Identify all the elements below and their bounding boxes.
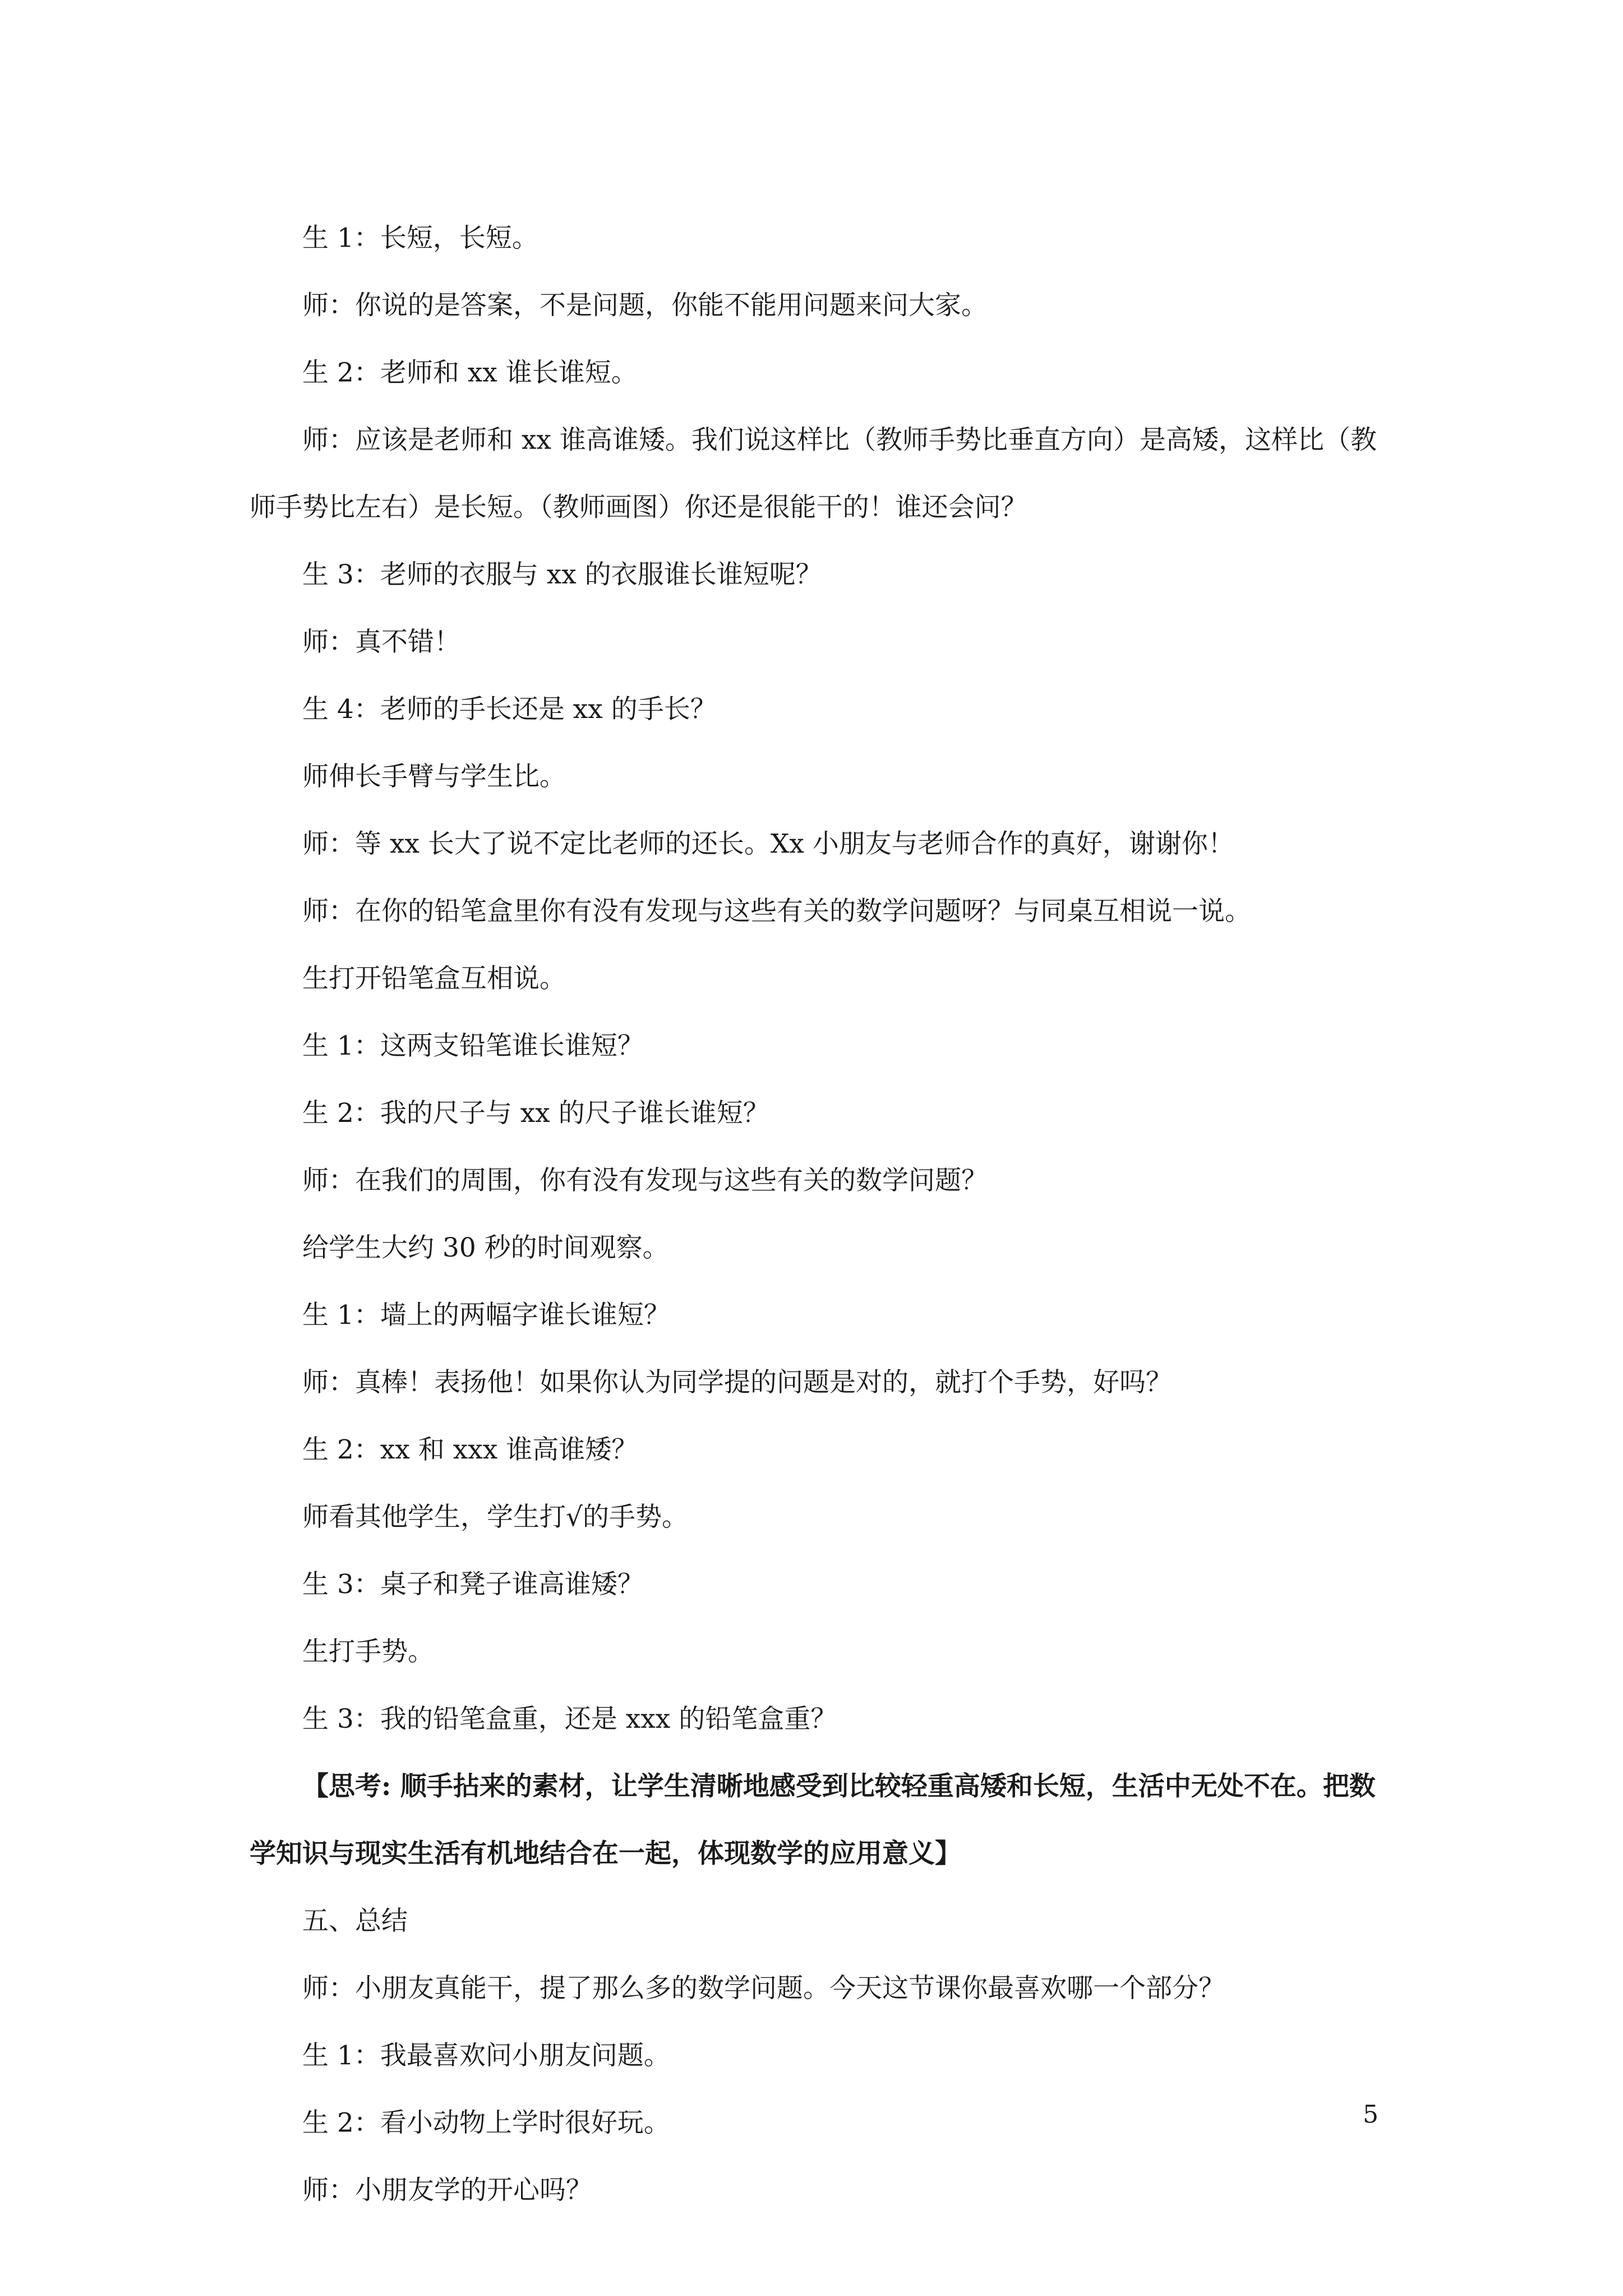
paragraph: 生 3：我的铅笔盒重，还是 xxx 的铅笔盒重？ [302, 1704, 837, 1734]
paragraph: 师：小朋友真能干，提了那么多的数学问题。今天这节课你最喜欢哪一个部分？ [302, 1973, 1225, 2004]
paragraph: 师：小朋友学的开心吗？ [302, 2175, 592, 2206]
paragraph: 给学生大约 30 秒的时间观察。 [302, 1232, 669, 1263]
paragraph: 生 1：墙上的两幅字谁长谁短？ [302, 1300, 670, 1331]
paragraph: 生 2：看小动物上学时很好玩。 [302, 2108, 670, 2138]
paragraph: 生 1：长短，长短。 [302, 223, 538, 254]
paragraph: 生 2：xx 和 xxx 谁高谁矮？ [302, 1434, 638, 1465]
paragraph: 师：你说的是答案，不是问题，你能不能用问题来问大家。 [302, 290, 988, 321]
paragraph: 生 1：这两支铅笔谁长谁短？ [302, 1030, 644, 1061]
paragraph: 生 3：老师的衣服与 xx 的衣服谁长谁短呢？ [302, 559, 822, 590]
paragraph: 生 3：桌子和凳子谁高谁矮？ [302, 1569, 644, 1600]
paragraph: 师：等 xx 长大了说不定比老师的还长。Xx 小朋友与老师合作的真好，谢谢你！ [302, 829, 1234, 859]
reflection-note: 【思考: 顺手拈来的素材，让学生清晰地感受到比较轻重高矮和长短，生活中无处不在。把数学知识与现实生活有机地结合在一起，体现数学的应用意义】 [250, 1771, 1376, 1869]
document-body [250, 205, 1382, 2224]
paragraph: 师：应该是老师和 xx 谁高谁矮。我们说这样比（教师手势比垂直方向）是高矮，这样比（教师手势比左右）是长短。（教师画图）你还是很能干的！谁还会问？ [250, 425, 1377, 523]
paragraph: 师看其他学生，学生打√的手势。 [302, 1502, 688, 1533]
paragraph: 师伸长手臂与学生比。 [302, 761, 566, 792]
page-number: 5 [1363, 2100, 1378, 2129]
section-heading: 五、总结 [302, 1906, 408, 1936]
paragraph: 生 4：老师的手长还是 xx 的手长？ [302, 694, 717, 725]
paragraph: 生打手势。 [302, 1636, 434, 1667]
paragraph: 生 2：我的尺子与 xx 的尺子谁长谁短？ [302, 1098, 769, 1129]
paragraph: 师：在你的铅笔盒里你有没有发现与这些有关的数学问题呀？与同桌互相说一说。 [302, 896, 1251, 927]
paragraph: 师：在我们的周围，你有没有发现与这些有关的数学问题？ [302, 1165, 988, 1196]
paragraph: 师：真不错！ [302, 627, 460, 657]
paragraph: 生 2：老师和 xx 谁长谁短。 [302, 357, 638, 388]
paragraph: 生 1：我最喜欢问小朋友问题。 [302, 2040, 670, 2071]
paragraph: 生打开铅笔盒互相说。 [302, 963, 566, 994]
paragraph: 师：真棒！表扬他！如果你认为同学提的问题是对的，就打个手势，好吗？ [302, 1367, 1172, 1398]
